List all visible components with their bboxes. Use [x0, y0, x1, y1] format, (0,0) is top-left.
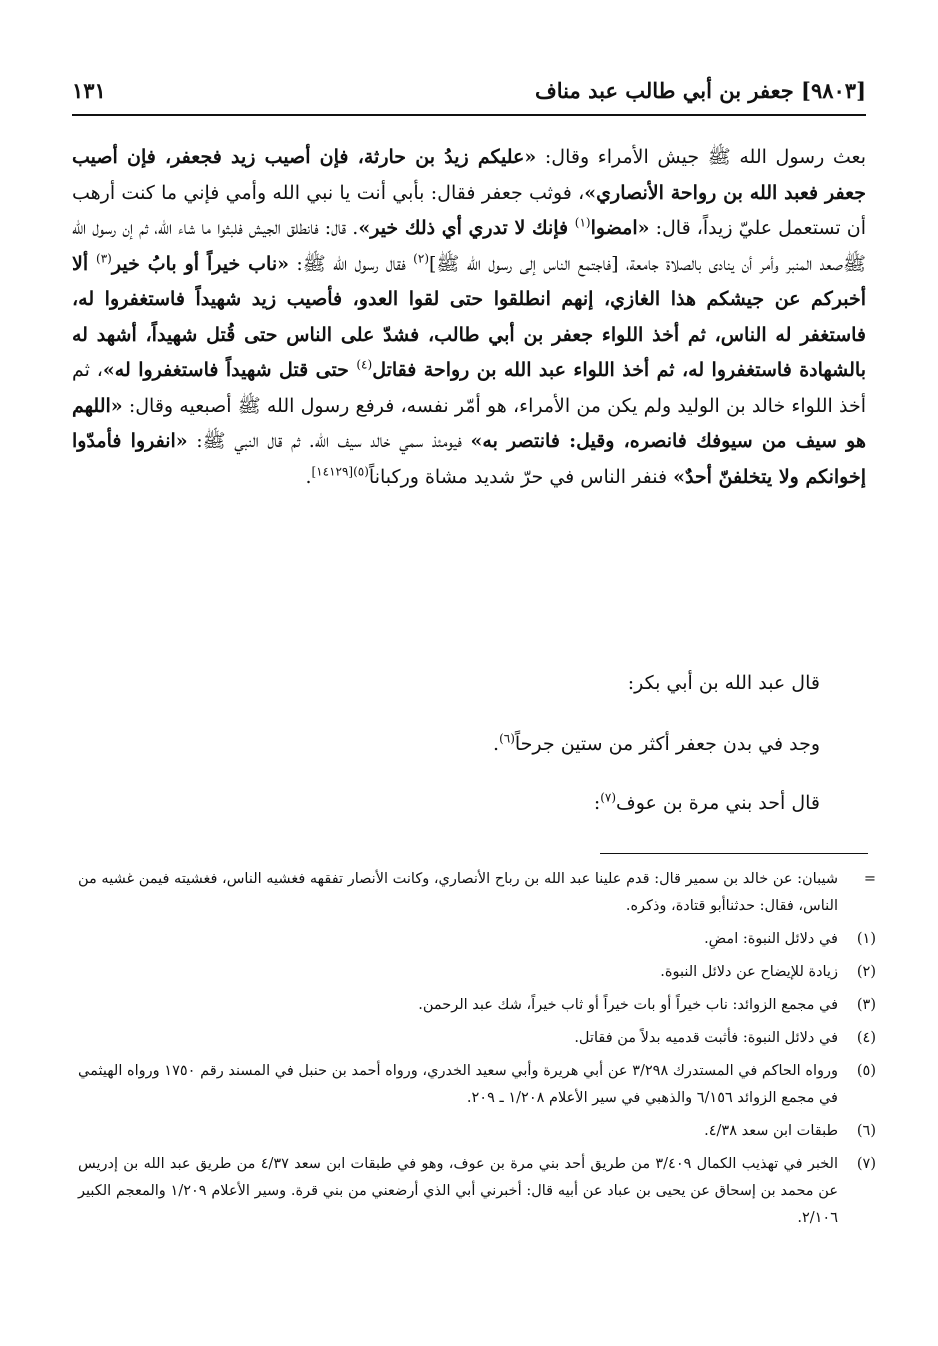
footnote-item — [78, 1118, 876, 1145]
hadith-quote-segment: «عليكم زيدُ بن حارثة، فإن أصيب زيد فجعفر، فإن أصيب جعفر فعبد الله بن رواحة الأنصاري» — [72, 146, 866, 204]
footnote-number: (١) — [856, 931, 876, 947]
hadith-quote-segment: «ناب خيراً أو بابُ خير — [111, 252, 289, 275]
footnote-number: (٣) — [856, 997, 876, 1013]
narrative-segment: فيومئذ سمي خالد سيف الله. ثم قال النبي ﷺ: — [187, 430, 471, 452]
footnote-item — [78, 1025, 876, 1052]
narrative-segment: بعث رسول الله ﷺ جيش الأمراء وقال: — [536, 146, 866, 168]
footnote-ref: (٥) — [353, 464, 369, 479]
footnotes — [78, 866, 876, 1238]
footnote-ref: (٢) — [413, 251, 429, 266]
footnote-text: في دلائل النبوة: امضِ. — [704, 931, 838, 947]
narrator-line-ahad — [594, 792, 820, 814]
header-rule — [72, 114, 866, 116]
running-title: [٩٨٠٣] جعفر بن أبي طالب عبد مناف — [535, 78, 866, 103]
footnote-item — [78, 1151, 876, 1232]
footnote-text: ورواه الحاكم في المستدرك ٣/٢٩٨ عن أبي هريرة وأبي سعيد الخدري، ورواه أحمد بن حنبل في المسند رقم ١٧٥٠ ورواه الهيثمي في مجمع الزوائد ٦/١٥٦ والذهبي في سير الأعلام ١/٢٠٨ ـ ٢٠٩. — [78, 1063, 838, 1106]
narrative-segment: . قال: فانطلق الجيش فلبثوا ما شاء الله، ثم إن رسول الله ﷺصعد المنبر وأمر أن ينادى بالصلاة جامعة، [فاجتمع الناس إلى رسول الله ﷺ] — [72, 217, 866, 275]
narrator-line-text: قال عبد الله بن أبي بكر: — [627, 672, 820, 694]
footnote-ref: (٧) — [600, 790, 617, 805]
narrative-segment: فنفر الناس في حرّ شديد مشاة وركباناً — [368, 465, 674, 488]
hadith-quote-segment: «انفروا فأمدّوا إخوانكم ولا يتخلفنّ أحدٌ» — [72, 430, 866, 488]
main-text — [72, 140, 866, 495]
hadith-quote-segment: فإنك لا تدري أي ذلك خير» — [358, 217, 575, 239]
footnote-ref: [١٤١٢٩] — [311, 464, 354, 479]
footnote-ref: (٣) — [96, 251, 112, 266]
narrator-line-end: : — [593, 792, 601, 814]
footnote-number: (٢) — [856, 964, 876, 980]
footnote-continuation — [78, 866, 876, 920]
wounds-line-end: . — [493, 733, 500, 755]
narrative-segment: ، فوثب جعفر فقال: بأبي أنت يا نبي الله وأمي فإني ما كنت أرهب أن تستعمل عليّ زيداً، قال: — [72, 181, 866, 239]
footnote-text: طبقات ابن سعد ٤/٣٨. — [704, 1123, 838, 1139]
narrative-segment: . — [305, 465, 312, 488]
footnote-number: (٤) — [856, 1030, 876, 1046]
footnote-item — [78, 926, 876, 953]
footnote-text: الخبر في تهذيب الكمال ٣/٤٠٩ من طريق أحد بني مرة بن عوف، وهو في طبقات ابن سعد ٤/٣٧ من طريق عبد الله بن إدريس عن محمد بن إسحاق عن يحيى بن عباد عن أبيه قال: أخبرني أبي الذي أرضعني من بني قرة. وسير الأعلام ١/٢٠٩ والمعجم الكبير ٢/١٠٦. — [78, 1156, 839, 1226]
footnote-text: في دلائل النبوة: فأثبت قدميه بدلاً من فقاتل. — [574, 1030, 838, 1046]
hadith-quote-segment: «امضوا — [590, 217, 650, 239]
hadith-quote-segment: ألا أخبركم عن جيشكم هذا الغازي، إنهم انطلقوا حتى لقوا العدو، فأصيب زيد شهيداً فاستغفروا له، فاستغفر له الناس، ثم أخذ اللواء جعفر بن أبي طالب، فشدّ على الناس حتى قُتل شهيداً، أشهد له بالشهادة فاستغفروا له، ثم أخذ اللواء عبد الله بن رواحة فقاتل — [72, 252, 866, 381]
wounds-line-text: وجد في بدن جعفر أكثر من ستين جرحاً — [514, 733, 820, 755]
footnote-rule — [600, 853, 868, 854]
page-number: ١٣١ — [72, 78, 106, 103]
footnote-cont-mark: = — [863, 871, 876, 887]
footnote-item — [78, 959, 876, 986]
wounds-line — [493, 733, 820, 755]
footnote-ref: (١) — [574, 215, 591, 230]
footnote-text: زيادة للإيضاح عن دلائل النبوة. — [660, 964, 838, 980]
footnote-number: (٧) — [856, 1156, 876, 1172]
footnote-text: في مجمع الزوائد: ناب خيراً أو بات خيراً أو ثاب خيراً، شك عبد الرحمن. — [418, 997, 838, 1013]
page-header — [72, 72, 866, 112]
hadith-quote-segment: حتى قتل شهيداً فاستغفروا له» — [102, 359, 357, 381]
footnote-ref: (٦) — [499, 731, 515, 746]
footnote-number: (٥) — [856, 1063, 876, 1079]
footnote-number: (٦) — [856, 1123, 876, 1139]
narrator-line-text: قال أحد بني مرة بن عوف — [616, 792, 820, 814]
hadith-paragraph — [72, 140, 866, 495]
footnote-item — [78, 1058, 876, 1112]
narrative-segment: ، ثم أخذ اللواء خالد بن الوليد ولم يكن من الأمراء، هو أمّر نفسه، فرفع رسول الله ﷺ أصبعيه وقال: — [72, 359, 866, 417]
footnote-cont-text: شيبان: عن خالد بن سمير قال: قدم علينا عبد الله بن رباح الأنصاري، وكانت الأنصار تفقهه فغشيه الناس، فغشيته فيمن غشيه من الناس، فقال: حدثناأبو قتادة، وذكره. — [78, 871, 838, 914]
footnote-ref: (٤) — [356, 357, 373, 372]
footnote-item — [78, 992, 876, 1019]
narrator-line-abdullah — [628, 672, 820, 694]
hadith-quote-segment: «اللهم هو سيف من سيوفك فانصره، وقيل: فانتصر به» — [72, 394, 866, 452]
narrative-segment: فقال رسول الله ﷺ: — [288, 252, 414, 275]
footnote-list — [78, 926, 876, 1238]
